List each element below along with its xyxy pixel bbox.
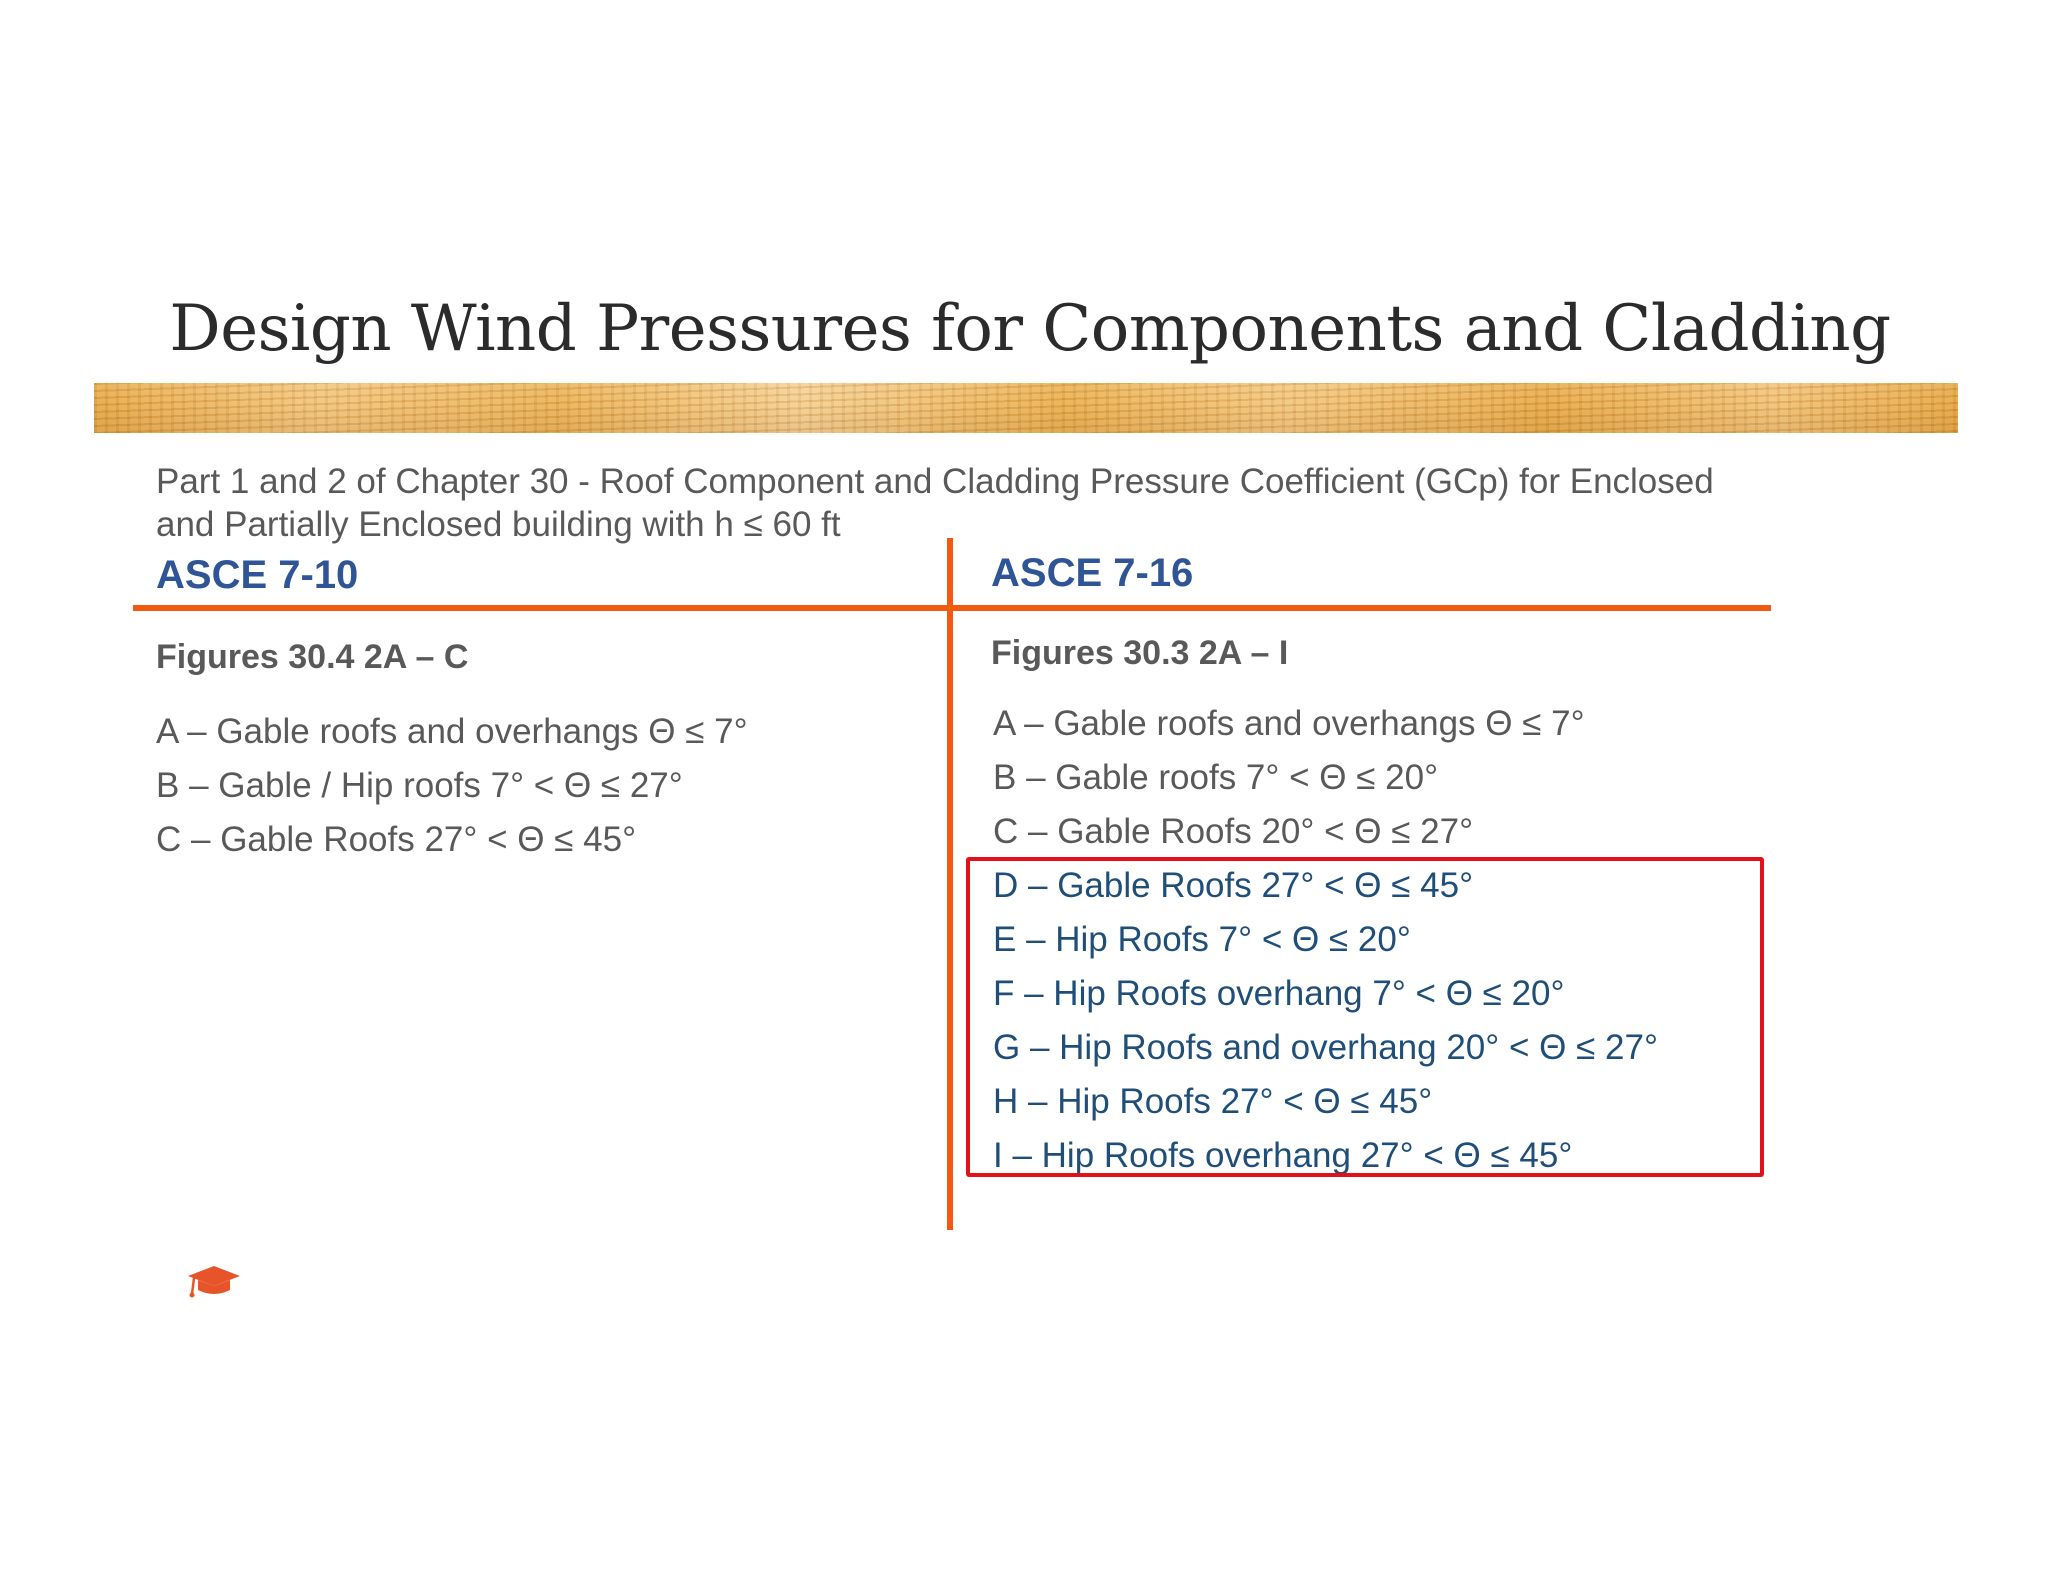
new-figures-highlight-box xyxy=(966,857,1764,1177)
left-column-heading: ASCE 7-10 xyxy=(156,553,359,597)
list-item: C – Gable Roofs 27° < Θ ≤ 45° xyxy=(156,820,637,859)
intro-text: Part 1 and 2 of Chapter 30 - Roof Component and Cladding Pressure Coefficient (GCp) for Enclosed and Partially Enclosed building with h ≤ 60 ft xyxy=(156,462,1714,544)
right-column-heading: ASCE 7-16 xyxy=(991,551,1194,595)
list-item: B – Gable / Hip roofs 7° < Θ ≤ 27° xyxy=(156,766,683,805)
list-item: A – Gable roofs and overhangs Θ ≤ 7° xyxy=(993,704,1585,743)
list-item: B – Gable roofs 7° < Θ ≤ 20° xyxy=(993,758,1439,797)
list-item: F – Hip Roofs overhang 7° < Θ ≤ 20° xyxy=(993,974,1565,1013)
left-figures-heading: Figures 30.4 2A – C xyxy=(156,638,469,676)
list-item: I – Hip Roofs overhang 27° < Θ ≤ 45° xyxy=(993,1136,1573,1175)
slide-title: Design Wind Pressures for Components and Cladding xyxy=(169,292,1891,366)
list-item: D – Gable Roofs 27° < Θ ≤ 45° xyxy=(993,866,1474,905)
column-divider-vertical xyxy=(947,538,953,1230)
list-item: G – Hip Roofs and overhang 20° < Θ ≤ 27° xyxy=(993,1028,1658,1067)
graduation-cap-icon xyxy=(184,1264,242,1298)
wood-texture-banner xyxy=(94,383,1958,433)
list-item: H – Hip Roofs 27° < Θ ≤ 45° xyxy=(993,1082,1433,1121)
list-item: A – Gable roofs and overhangs Θ ≤ 7° xyxy=(156,712,748,751)
right-figures-heading: Figures 30.3 2A – I xyxy=(991,634,1289,672)
list-item: C – Gable Roofs 20° < Θ ≤ 27° xyxy=(993,812,1474,851)
list-item: E – Hip Roofs 7° < Θ ≤ 20° xyxy=(993,920,1411,959)
left-figure-list xyxy=(156,705,748,867)
